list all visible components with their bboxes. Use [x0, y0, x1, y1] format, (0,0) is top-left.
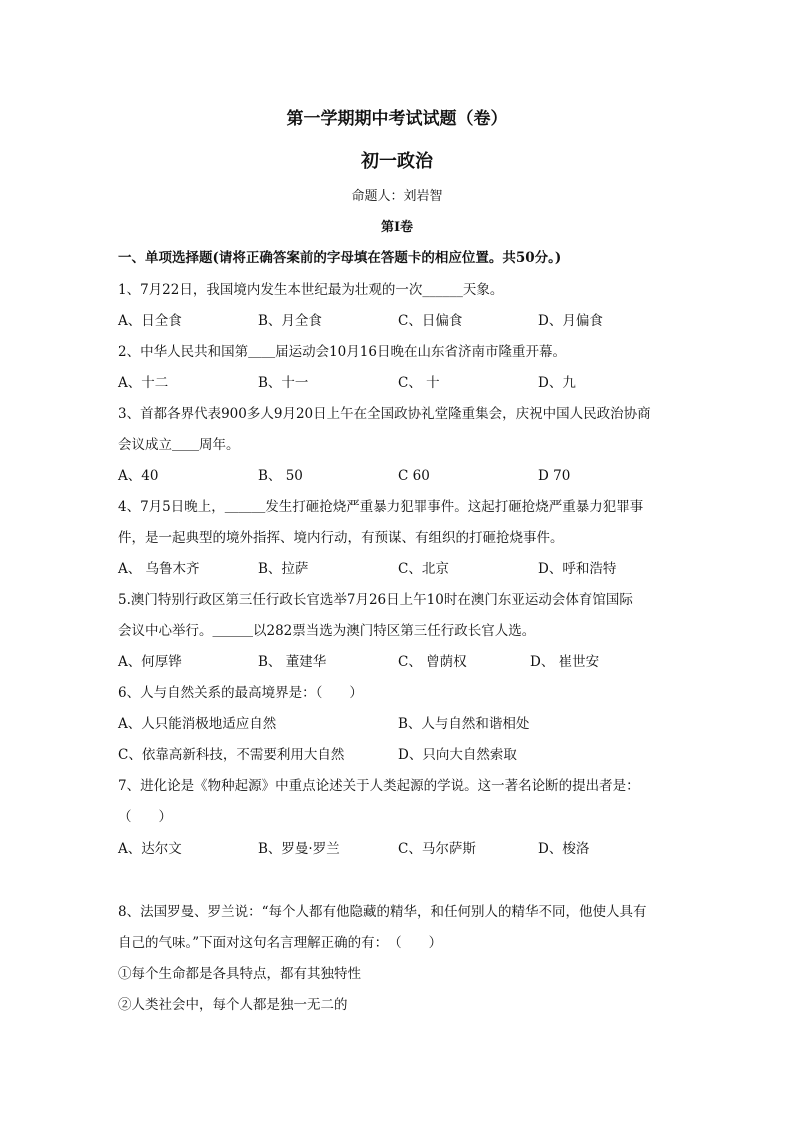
- option-a: A、日全食: [118, 313, 182, 329]
- option-b: B、十一: [258, 375, 309, 391]
- question-2-options: [118, 373, 678, 393]
- question-7-options: [118, 839, 678, 859]
- option-a: A、 乌鲁木齐: [118, 561, 200, 577]
- question-2: 2、中华人民共和国第＿＿届运动会10月16日晚在山东省济南市隆重开幕。: [118, 344, 566, 360]
- option-d: D、只向大自然索取: [398, 747, 517, 763]
- question-8-line-2: 自己的气味。”下面对这句名言理解正确的有： （ ）: [118, 935, 443, 951]
- option-b: B、 50: [258, 468, 303, 484]
- option-d: D、呼和浩特: [538, 561, 617, 577]
- option-a: A、人只能消极地适应自然: [118, 716, 277, 732]
- option-d: D、 崔世安: [530, 654, 600, 670]
- option-b: B、 董建华: [258, 654, 327, 670]
- question-5-line-1: 5.澳门特别行政区第三任行政长官选举7月26日上午10时在澳门东亚运动会体育馆国际: [118, 592, 633, 608]
- exam-subject: 初一政治: [361, 151, 433, 172]
- part-heading: 第Ⅰ卷: [380, 220, 414, 235]
- question-1-options: [118, 311, 678, 331]
- option-c: C、马尔萨斯: [398, 841, 476, 857]
- option-b: B、罗曼·罗兰: [258, 841, 340, 857]
- question-7-line-1: 7、进化论是《物种起源》中重点论述关于人类起源的学说。这一著名论断的提出者是：: [118, 778, 640, 794]
- option-d: D、九: [538, 375, 576, 391]
- question-3-options: [118, 466, 678, 486]
- option-b: B、月全食: [258, 313, 322, 329]
- option-a: A、达尔文: [118, 841, 182, 857]
- option-a: A、十二: [118, 375, 169, 391]
- question-8-item-1: ①每个生命都是各具特点，都有其独特性: [118, 966, 361, 982]
- section-heading: 一、单项选择题(请将正确答案前的字母填在答题卡的相应位置。共50分。): [118, 250, 562, 266]
- question-8-item-2: ②人类社会中，每个人都是独一无二的: [118, 997, 348, 1013]
- exam-title: 第一学期期中考试试题（卷）: [286, 109, 508, 129]
- question-3-line-1: 3、首都各界代表900多人9月20日上午在全国政协礼堂隆重集会，庆祝中国人民政治协商: [118, 406, 651, 422]
- question-1: 1、7月22日，我国境内发生本世纪最为壮观的一次______天象。: [118, 282, 504, 298]
- question-5-options: [118, 652, 678, 672]
- option-d: D 70: [538, 468, 571, 484]
- option-b: B、拉萨: [258, 561, 309, 577]
- question-5-line-2: 会议中心举行。＿＿＿以282票当选为澳门特区第三任行政长官人选。: [118, 623, 536, 639]
- question-7-line-2: （ ）: [118, 809, 172, 825]
- option-a: A、何厚铧: [118, 654, 182, 670]
- option-a: A、40: [118, 468, 159, 484]
- option-c: C、依靠高新科技，不需要利用大自然: [118, 747, 345, 763]
- option-c: C、日偏食: [398, 313, 463, 329]
- question-6: 6、人与自然关系的最高境界是：（ ）: [118, 685, 363, 701]
- question-4-line-1: 4、7月5日晚上，＿＿＿发生打砸抢烧严重暴力犯罪事件。这起打砸抢烧严重暴力犯罪事: [118, 499, 644, 515]
- option-c: C 60: [398, 468, 430, 484]
- option-b: B、人与自然和谐相处: [398, 716, 530, 732]
- author-line: 命题人：刘岩智: [351, 189, 443, 204]
- question-6-options-row-2: [118, 745, 678, 765]
- option-d: D、梭洛: [538, 841, 590, 857]
- option-c: C、 曾荫权: [398, 654, 467, 670]
- question-6-options-row-1: [118, 714, 678, 734]
- question-8-line-1: 8、法国罗曼、罗兰说：“每个人都有他隐藏的精华，和任何别人的精华不同，他使人具有: [118, 904, 647, 920]
- option-c: C、北京: [398, 561, 449, 577]
- question-3-line-2: 会议成立＿＿周年。: [118, 437, 240, 453]
- question-4-line-2: 件，是一起典型的境外指挥、境内行动，有预谋、有组织的打砸抢烧事件。: [118, 530, 564, 546]
- option-d: D、月偏食: [538, 313, 603, 329]
- option-c: C、 十: [398, 375, 440, 391]
- question-4-options: [118, 559, 678, 579]
